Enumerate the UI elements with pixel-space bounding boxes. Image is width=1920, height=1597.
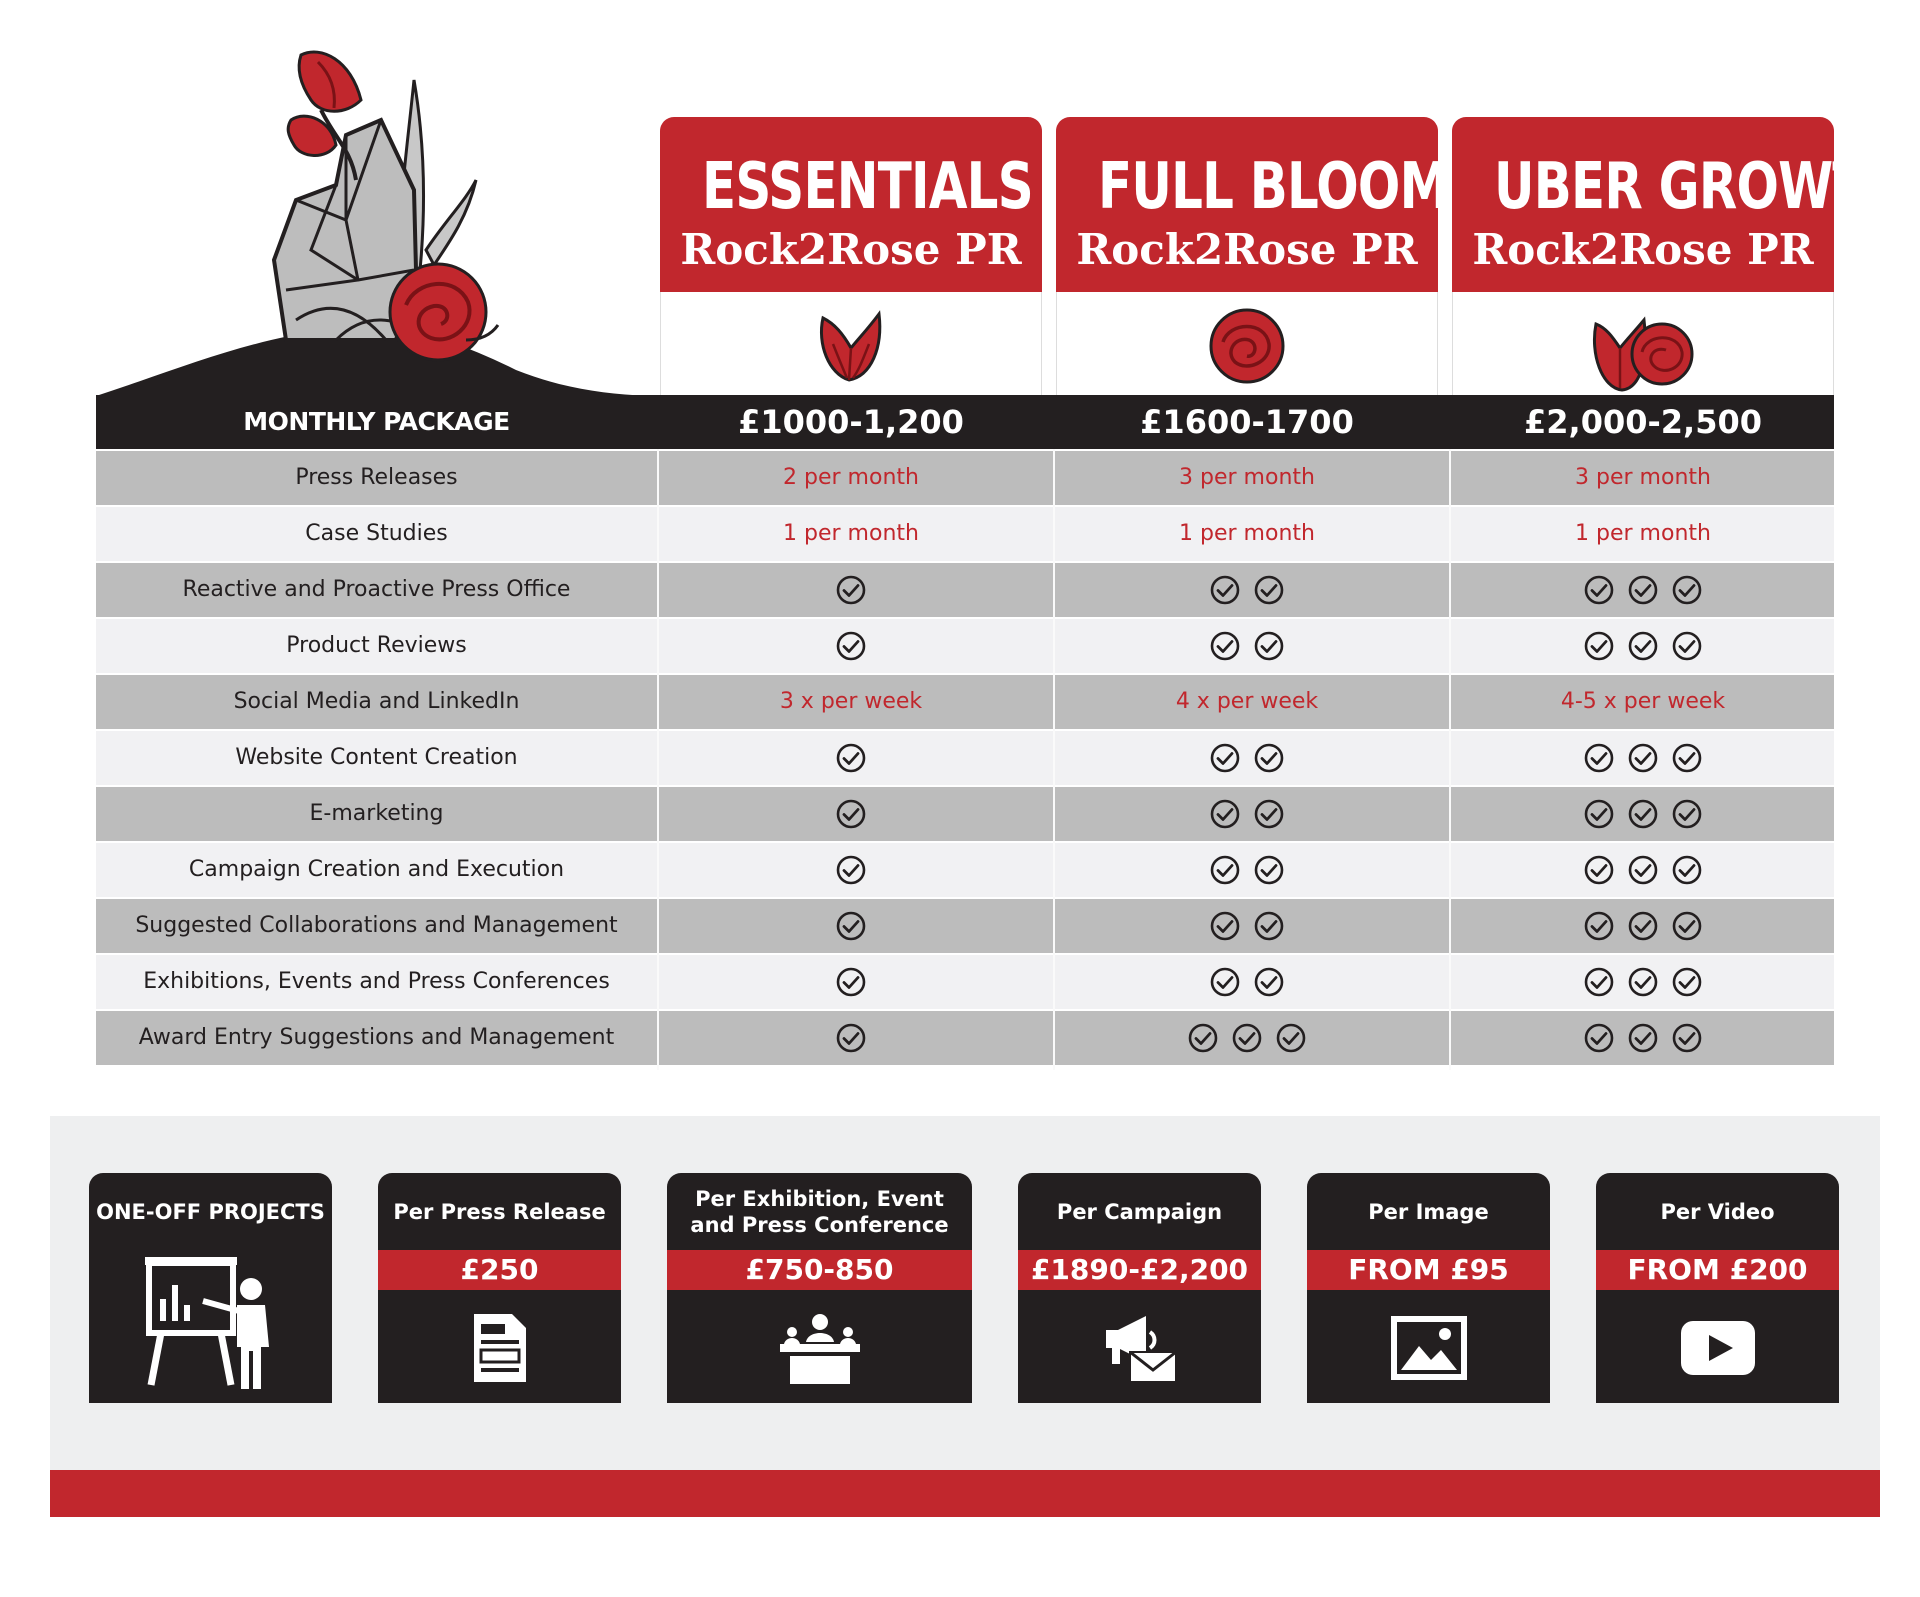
table-row — [96, 1011, 1834, 1065]
per-exhibition-tile — [667, 1173, 972, 1403]
check-circle-icon — [835, 854, 867, 886]
check-circle-icon — [1627, 966, 1659, 998]
feature-value: 4-5 x per week — [1560, 689, 1726, 714]
check-cell — [1056, 1011, 1438, 1065]
check-cell — [1452, 1011, 1834, 1065]
plan-header — [660, 117, 1042, 292]
check-circle-icon — [1253, 798, 1285, 830]
monthly-package-header — [96, 395, 1834, 449]
check-circle-icon — [1209, 854, 1241, 886]
table-row — [96, 843, 1834, 897]
check-cell — [660, 899, 1042, 953]
tile-title: Per Exhibition, Event and Press Conference — [690, 1187, 949, 1237]
check-circle-icon — [1209, 742, 1241, 774]
check-circle-icon — [835, 574, 867, 606]
check-circle-icon — [1583, 910, 1615, 942]
check-circle-icon — [1627, 910, 1659, 942]
per-video-tile — [1596, 1173, 1839, 1403]
check-cell — [660, 787, 1042, 841]
check-circle-icon — [1209, 966, 1241, 998]
tile-price: £250 — [378, 1250, 621, 1290]
rose-pair-icon — [1588, 304, 1698, 394]
column-divider — [1449, 449, 1451, 1070]
check-circle-icon — [835, 630, 867, 662]
tile-title: Per Press Release — [393, 1200, 606, 1224]
plan-card-essentials — [660, 117, 1042, 395]
plan-icon-area — [1056, 292, 1438, 395]
plan-name: UBER GROWTH — [1494, 150, 1907, 224]
feature-value: 1 per month — [1575, 521, 1711, 546]
check-cell — [660, 563, 1042, 617]
check-cell — [1056, 619, 1438, 673]
feature-name: Press Releases — [295, 465, 458, 490]
rock-rose-illustration — [96, 40, 666, 396]
plan-icon-area — [1452, 292, 1834, 395]
plan-brand: Rock2Rose PR — [1472, 225, 1814, 274]
check-circle-icon — [1627, 1022, 1659, 1054]
plan-header — [1452, 117, 1907, 292]
check-circle-icon — [835, 910, 867, 942]
check-circle-icon — [1583, 742, 1615, 774]
footer-red-bar — [50, 1470, 1880, 1517]
check-circle-icon — [1671, 1022, 1703, 1054]
check-cell — [1452, 619, 1834, 673]
table-row — [96, 955, 1834, 1009]
rosebud-icon — [811, 304, 891, 384]
table-row — [96, 675, 1834, 729]
check-cell — [1056, 563, 1438, 617]
tile-price: £1890-£2,200 — [1018, 1250, 1261, 1290]
check-cell — [1452, 899, 1834, 953]
check-circle-icon — [1253, 574, 1285, 606]
feature-value: 3 per month — [1575, 465, 1711, 490]
tile-price: FROM £200 — [1596, 1250, 1839, 1290]
check-circle-icon — [1253, 742, 1285, 774]
feature-name: Reactive and Proactive Press Office — [182, 577, 571, 602]
check-circle-icon — [1627, 574, 1659, 606]
check-circle-icon — [1671, 630, 1703, 662]
table-row — [96, 787, 1834, 841]
check-circle-icon — [1253, 910, 1285, 942]
check-circle-icon — [1671, 798, 1703, 830]
plan-card-full-bloom — [1056, 117, 1449, 395]
table-row — [96, 507, 1834, 561]
check-circle-icon — [1583, 798, 1615, 830]
plan-name: ESSENTIALS — [702, 150, 1033, 224]
check-cell — [660, 619, 1042, 673]
check-circle-icon — [1187, 1022, 1219, 1054]
check-circle-icon — [1671, 910, 1703, 942]
check-circle-icon — [835, 966, 867, 998]
tile-title: Per Campaign — [1056, 1200, 1223, 1224]
check-cell — [660, 955, 1042, 1009]
feature-name: E-marketing — [309, 801, 444, 826]
check-circle-icon — [1583, 630, 1615, 662]
check-circle-icon — [1253, 966, 1285, 998]
check-circle-icon — [835, 1022, 867, 1054]
per-press-release-tile — [378, 1173, 621, 1403]
plan-brand: Rock2Rose PR — [1076, 225, 1418, 274]
column-divider — [657, 449, 659, 1070]
check-cell — [1452, 563, 1834, 617]
check-cell — [1056, 731, 1438, 785]
document-icon — [470, 1310, 530, 1386]
per-image-tile — [1307, 1173, 1550, 1403]
play-icon — [1681, 1321, 1755, 1375]
one-off-projects-tile — [89, 1173, 332, 1403]
plan-icon-area — [660, 292, 1042, 395]
tile-price: FROM £95 — [1307, 1250, 1550, 1290]
check-circle-icon — [1275, 1022, 1307, 1054]
check-cell — [660, 843, 1042, 897]
plan-price-uber-growth: £2,000-2,500 — [1524, 403, 1762, 441]
check-circle-icon — [1209, 574, 1241, 606]
feature-value: 1 per month — [783, 521, 919, 546]
table-row — [96, 451, 1834, 505]
megaphone-mail-icon — [1100, 1310, 1180, 1386]
tile-price: £750-850 — [667, 1250, 972, 1290]
plan-name: FULL BLOOM — [1098, 150, 1449, 224]
feature-name: Exhibitions, Events and Press Conferences — [143, 969, 610, 994]
feature-name: Website Content Creation — [235, 745, 518, 770]
check-cell — [1452, 731, 1834, 785]
feature-name: Campaign Creation and Execution — [188, 857, 565, 882]
conference-icon — [778, 1310, 862, 1386]
check-circle-icon — [1627, 630, 1659, 662]
plan-price-essentials: £1000-1,200 — [738, 403, 964, 441]
tile-title: Per Video — [1660, 1200, 1775, 1224]
check-circle-icon — [1671, 854, 1703, 886]
check-circle-icon — [835, 742, 867, 774]
per-campaign-tile — [1018, 1173, 1261, 1403]
check-circle-icon — [1209, 910, 1241, 942]
table-row — [96, 563, 1834, 617]
check-cell — [1056, 843, 1438, 897]
check-circle-icon — [1671, 742, 1703, 774]
tile-title: Per Image — [1368, 1200, 1489, 1224]
check-cell — [660, 731, 1042, 785]
feature-name: Case Studies — [305, 521, 448, 546]
check-circle-icon — [1583, 1022, 1615, 1054]
check-cell — [1056, 787, 1438, 841]
check-cell — [1056, 899, 1438, 953]
plan-header — [1056, 117, 1449, 292]
check-circle-icon — [1627, 742, 1659, 774]
monthly-package-label: MONTHLY PACKAGE — [243, 407, 510, 436]
check-circle-icon — [1583, 854, 1615, 886]
check-circle-icon — [835, 798, 867, 830]
check-cell — [1452, 843, 1834, 897]
table-row — [96, 619, 1834, 673]
one-off-projects-title: ONE-OFF PROJECTS — [96, 1200, 325, 1224]
feature-name: Product Reviews — [286, 633, 467, 658]
plan-price-full-bloom: £1600-1700 — [1140, 403, 1354, 441]
feature-value: 3 per month — [1179, 465, 1315, 490]
plan-brand: Rock2Rose PR — [680, 225, 1022, 274]
check-circle-icon — [1231, 1022, 1263, 1054]
feature-value: 1 per month — [1179, 521, 1315, 546]
table-row — [96, 899, 1834, 953]
column-divider — [1053, 449, 1055, 1070]
table-row — [96, 731, 1834, 785]
check-circle-icon — [1671, 966, 1703, 998]
check-cell — [660, 1011, 1042, 1065]
check-circle-icon — [1627, 854, 1659, 886]
check-circle-icon — [1627, 798, 1659, 830]
check-circle-icon — [1583, 966, 1615, 998]
check-cell — [1452, 787, 1834, 841]
check-circle-icon — [1671, 574, 1703, 606]
plan-card-uber-growth — [1452, 117, 1907, 395]
feature-name: Social Media and LinkedIn — [233, 689, 520, 714]
check-cell — [1452, 955, 1834, 1009]
feature-value: 4 x per week — [1175, 689, 1319, 714]
check-circle-icon — [1209, 798, 1241, 830]
check-circle-icon — [1583, 574, 1615, 606]
feature-value: 2 per month — [783, 465, 919, 490]
feature-name: Award Entry Suggestions and Management — [138, 1025, 615, 1050]
check-circle-icon — [1253, 854, 1285, 886]
check-circle-icon — [1209, 630, 1241, 662]
feature-name: Suggested Collaborations and Management — [135, 913, 618, 938]
check-circle-icon — [1253, 630, 1285, 662]
presentation-icon — [141, 1255, 281, 1395]
feature-value: 3 x per week — [779, 689, 923, 714]
image-icon — [1391, 1316, 1467, 1380]
rose-icon — [1205, 304, 1289, 388]
check-cell — [1056, 955, 1438, 1009]
